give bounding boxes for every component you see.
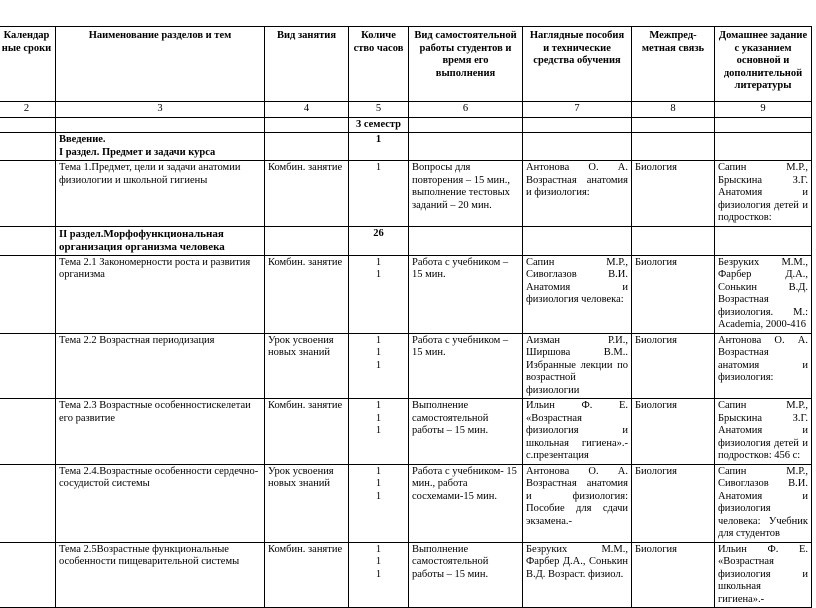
topic-cell: Тема 2.4.Возрастные особенности сердечно-сосудистой системы	[56, 464, 265, 542]
hours-cell	[349, 542, 409, 608]
hours-cell	[349, 161, 409, 227]
section-title: II раздел.Морфофункциональная организация организма человека	[56, 226, 265, 255]
column-number: 3	[56, 102, 265, 118]
aids-cell: Антонова О. А. Возрастная анатомия и физиология: Пособие для сдачи экзамена.-	[523, 464, 632, 542]
column-number: 9	[715, 102, 812, 118]
topic-row	[0, 255, 812, 333]
self-work-cell: Вопросы для повторения – 15 мин., выполнение тестовых заданий – 20 мин.	[409, 161, 523, 227]
self-work-cell: Работа с учебником- 15 мин., работа сосхемами-15 мин.	[409, 464, 523, 542]
topic-row	[0, 542, 812, 608]
column-number: 4	[265, 102, 349, 118]
aids-cell: Безруких М.М., Фарбер Д.А., Сонькин В.Д. Возраст. физиол.	[523, 542, 632, 608]
self-work-cell: Выполнение самостоятельной работы – 15 мин.	[409, 542, 523, 608]
lesson-type-cell: Комбин. занятие	[265, 255, 349, 333]
homework-cell: Сапин М.Р., Сивоглазов В.И. Анатомия и физиология человека: Учебник для студентов	[715, 464, 812, 542]
lesson-type-cell: Комбин. занятие	[265, 161, 349, 227]
topic-row	[0, 333, 812, 399]
column-number-row	[0, 102, 812, 118]
aids-cell: Ильин Ф. Е. «Возрастная физиология и школьная гигиена».- с.презентация	[523, 399, 632, 465]
lesson-type-cell: Комбин. занятие	[265, 542, 349, 608]
topic-cell: Тема 2.3 Возрастные особенностискелетаи его развитие	[56, 399, 265, 465]
hours-value: 1	[375, 359, 382, 371]
semester-row	[0, 117, 812, 133]
hours-value: 1	[375, 568, 382, 580]
intro-row	[0, 133, 812, 161]
homework-cell: Ильин Ф. Е. «Возрастная физиология и школьная гигиена».-	[715, 542, 812, 608]
column-number: 2	[0, 102, 56, 118]
hours-value: 1	[375, 543, 382, 555]
interdisciplinary-cell: Биология	[632, 255, 715, 333]
column-number: 7	[523, 102, 632, 118]
header-lesson-type: Вид занятия	[265, 27, 349, 102]
calendar-cell	[0, 399, 56, 465]
column-number: 5	[349, 102, 409, 118]
curriculum-table	[0, 26, 812, 608]
semester-label: 3 семестр	[349, 117, 409, 133]
hours-value: 1	[375, 556, 382, 567]
hours-value: 1	[375, 269, 382, 280]
header-homework: Домашнее задание с указанием основной и дополнительной литературы	[715, 27, 812, 102]
hours-value: 1	[375, 334, 382, 346]
lesson-type-cell: Комбин. занятие	[265, 399, 349, 465]
hours-value: 1	[375, 412, 382, 424]
hours-value: 1	[375, 478, 382, 489]
header-sections: Наименование разделов и тем	[56, 27, 265, 102]
hours-cell	[349, 464, 409, 542]
hours-value: 1	[375, 256, 382, 268]
header-aids: Наглядные пособия и технические средства обучения	[523, 27, 632, 102]
hours-cell	[349, 333, 409, 399]
intro-title: Введение. I раздел. Предмет и задачи курса	[56, 133, 265, 161]
interdisciplinary-cell: Биология	[632, 333, 715, 399]
lesson-type-cell: Урок усвоения новых знаний	[265, 333, 349, 399]
hours-value: 1	[375, 162, 382, 173]
topic-cell: Тема 1.Предмет, цели и задачи анатомии физиологии и школьной гигиены	[56, 161, 265, 227]
interdisciplinary-cell: Биология	[632, 161, 715, 227]
topic-cell: Тема 2.2 Возрастная периодизация	[56, 333, 265, 399]
topic-row	[0, 464, 812, 542]
header-calendar: Календар ные сроки	[0, 27, 56, 102]
self-work-cell: Работа с учебником – 15 мин.	[409, 255, 523, 333]
homework-cell: Антонова О. А. Возрастная анатомия и физиология:	[715, 333, 812, 399]
interdisciplinary-cell: Биология	[632, 464, 715, 542]
interdisciplinary-cell: Биология	[632, 399, 715, 465]
hours-value: 1	[375, 400, 382, 411]
self-work-cell: Работа с учебником – 15 мин.	[409, 333, 523, 399]
topic-cell: Тема 2.1 Закономерности роста и развития организма	[56, 255, 265, 333]
lesson-type-cell: Урок усвоения новых знаний	[265, 464, 349, 542]
hours-value: 1	[375, 347, 382, 358]
hours-cell	[349, 255, 409, 333]
column-number: 8	[632, 102, 715, 118]
calendar-cell	[0, 255, 56, 333]
aids-cell: Аизман Р.И., Ширшова В.М.. Избранные лекции по возрастной физиологии	[523, 333, 632, 399]
header-row	[0, 27, 812, 102]
calendar-cell	[0, 464, 56, 542]
interdisciplinary-cell: Биология	[632, 542, 715, 608]
topic-cell: Тема 2.5Возрастные функциональные особенности пищеварительной системы	[56, 542, 265, 608]
calendar-cell	[0, 161, 56, 227]
hours-value: 1	[375, 425, 382, 436]
homework-cell: Сапин М.Р., Брыскина З.Г. Анатомия и физиология детей и подростков: 456 с:	[715, 399, 812, 465]
topic-row	[0, 161, 812, 227]
aids-cell: Антонова О. А. Возрастная анатомия и физиология:	[523, 161, 632, 227]
calendar-cell	[0, 542, 56, 608]
hours-value: 1	[375, 490, 382, 502]
aids-cell: Сапин М.Р., Сивоглазов В.И. Анатомия и физиология человека:	[523, 255, 632, 333]
hours-value: 1	[375, 465, 382, 477]
self-work-cell: Выполнение самостоятельной работы – 15 мин.	[409, 399, 523, 465]
column-number: 6	[409, 102, 523, 118]
header-hours: Количе ство часов	[349, 27, 409, 102]
intro-hours: 1	[349, 133, 409, 161]
header-self-work: Вид самостоятельной работы студентов и время его выполнения	[409, 27, 523, 102]
calendar-cell	[0, 333, 56, 399]
header-interdisciplinary: Межпред-метная связь	[632, 27, 715, 102]
section-hours: 26	[349, 226, 409, 255]
homework-cell: Безруких М.М., Фарбер Д.А., Сонькин В.Д. Возрастная физиология. М.: Academia, 2000-416	[715, 255, 812, 333]
homework-cell: Сапин М.Р., Брыскина З.Г. Анатомия и физиология детей и подростков:	[715, 161, 812, 227]
topic-row	[0, 399, 812, 465]
hours-cell	[349, 399, 409, 465]
section-row	[0, 226, 812, 255]
